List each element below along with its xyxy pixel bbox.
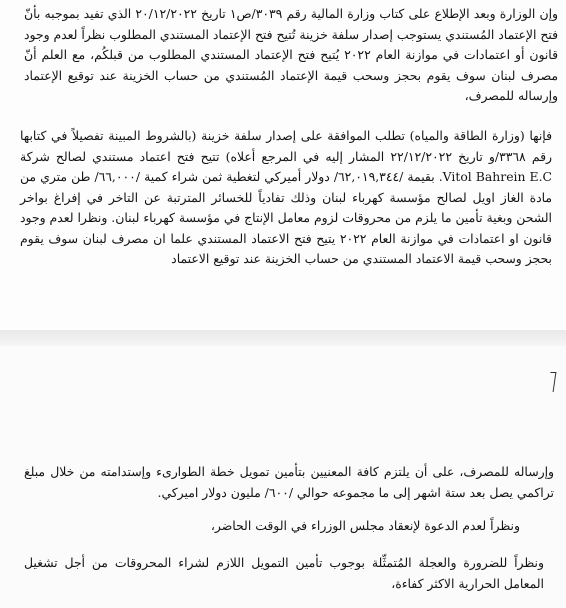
paragraph-finance-ministry-letter: وإن الوزارة وبعد الإطلاع على كتاب وزارة المالية رقم ٣٠٣٩/ص١ تاريخ ٢٠/١٢/٢٠٢٢ الذي تفيد بموجبه بأنّ فتح الإعتماد المُستندي يستوجب إصدار سلفة خزينة تُتيح فتح الإعتماد المستندي المطلوب نظراً لعدم وجود قانون أو اعتمادات في موازنة العام ٢٠٢٢ يُتيح فتح الإعتماد المستندي المطلوب من قبلكُم، مع العلم أنّ مصرف لبنان سوف يقوم بحجز وسحب قيمة الإعتماد المُستندي من حساب الخزينة عند توقيع الإعتماد وإرساله للمصرف، bbox=[24, 6, 559, 103]
paragraph-emergency-plan-funding: وإرساله للمصرف، على أن يلتزم كافة المعنيين بتأمين تمويل خطة الطوارىء وإستدامته من خلال مبلغ تراكمي يصل بعد ستة اشهر إلى ما مجموعه حوالي /٦٠٠/ مليون دولار اميركي. bbox=[24, 464, 554, 500]
page-separator bbox=[0, 330, 566, 346]
paragraph-treasury-advance-request: فإنها (وزارة الطاقة والمياه) تطلب الموافقة على إصدار سلفة خزينة (بالشروط المبينة تفصيلاً في كتابها رقم ٣٣٦٨/و تاريخ ٢٢/١٢/٢٠٢٢ المشار إليه في المرجع أعلاه) تتيح فتح اعتماد مستندي لصالح شركة Vitol Bahrein E.C. بقيمة /٦٢,٠١٩,٣٤٤/ دولار أميركي لتغطية ثمن شراء كمية /٦٦,٠٠٠/ طن متري من مادة الغاز اويل لصالح مؤسسة كهرباء لبنان وذلك تفادياً للخسائر المترتبة عن التاخر في إفراغ بواخر الشحن وبغية تأمين ما يلزم من محروقات لزوم معامل الإنتاج في مؤسسة كهرباء لبنان. ونظرا لعدم وجود قانون او اعتمادات في موازنة العام ٢٠٢٢ يتيح فتح الاعتماد المستندي علما ان مصرف لبنان سوف يقوم بحجز وسحب قيمة الاعتماد المستندي من حساب الخزينة عند توقيع الاعتماد bbox=[20, 128, 552, 266]
paragraph-council-not-convened: ونظراً لعدم الدعوة لإنعقاد مجلس الوزراء في الوقت الحاضر، bbox=[210, 518, 520, 533]
paragraph-urgency-fuel: ونظراً للضرورة والعجلة المُتمثِّلة بوجوب تأمين التمويل اللازم لشراء المحروقات من أجل تشغيل المعامل الحرارية الاكثر كفاءة، bbox=[24, 555, 544, 591]
